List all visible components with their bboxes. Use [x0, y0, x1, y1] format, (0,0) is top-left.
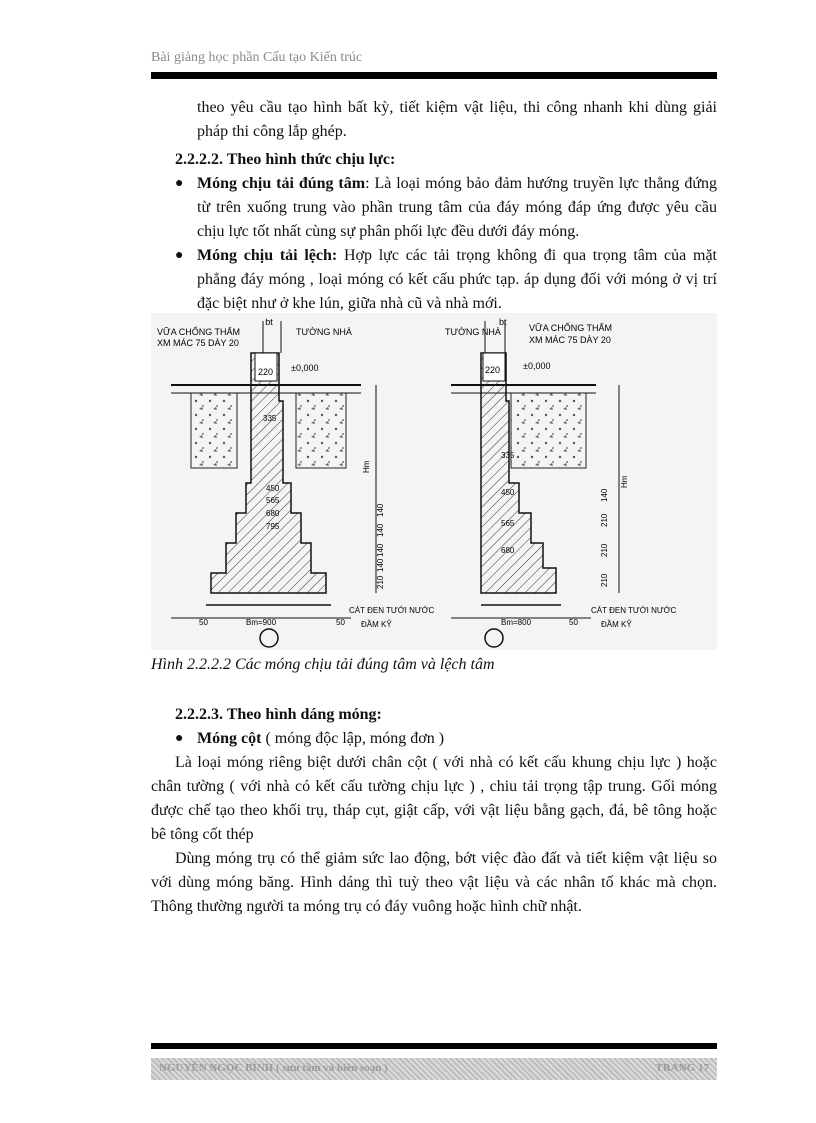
bullet-term: Móng chịu tải đúng tâm — [197, 175, 366, 192]
label-sand: CÁT ĐEN TƯỚI NƯỚC — [349, 606, 435, 615]
label-compact: ĐẦM KỸ — [601, 620, 632, 629]
paragraph: Dùng móng trụ có thể giảm sức lao động, bớt việc đào đất và tiết kiệm vật liệu so với dùng móng băng. Hình dáng thì tuỳ theo vật liệu và các nhân tố khác mà chọn. Thông thường người ta móng trụ có đáy vuông hoặc hình chữ nhật. — [151, 850, 717, 915]
bullet-text: Hợp lực các tải trọng không đi qua trọng tâm của mặt phẳng đáy móng , loại móng có kết cấu phức tạp. áp dụng đối với móng ở vị trí đặc biệt như ở khe lún, giữa nhà cũ và nhà mới. — [197, 247, 717, 312]
section-heading-2223: 2.2.2.3. Theo hình dáng móng: — [175, 706, 382, 723]
step-dim: 450 — [266, 484, 280, 493]
step-dim: 680 — [266, 509, 280, 518]
main-content — [151, 96, 717, 316]
bullet-term: Móng chịu tải lệch: — [197, 247, 338, 264]
foundation-figure — [151, 313, 717, 650]
bullet-icon: ● — [175, 731, 184, 746]
section-heading-2222: 2.2.2.2. Theo hình thức chịu lực: — [175, 151, 396, 168]
step-dim: 335 — [501, 451, 515, 460]
axis-marker — [485, 629, 503, 647]
label-compact: ĐẦM KỸ — [361, 620, 392, 629]
floor-slab-left — [191, 393, 237, 468]
level-mark: ±0,000 — [523, 361, 551, 371]
footer-author: NGUYỄN NGỌC BÌNH ( sưu tầm và biên soạn ) — [159, 1062, 388, 1074]
list-item — [175, 727, 717, 751]
step-dim: 565 — [501, 519, 515, 528]
bullet-text: ( móng độc lập, móng đơn ) — [261, 730, 445, 747]
offset-right: 50 — [336, 618, 345, 627]
vert-dim: 210 — [600, 573, 609, 587]
step-dim: 680 — [501, 546, 515, 555]
level-mark: ±0,000 — [291, 363, 319, 373]
dim-label: bt — [499, 317, 507, 327]
label-hm: Hm — [362, 460, 371, 473]
dim-wall: 220 — [485, 365, 501, 375]
vert-dim: 140 — [376, 523, 385, 537]
bullet-icon: ● — [175, 248, 184, 263]
floor-slab-right — [296, 393, 346, 468]
vert-dim: 140 — [600, 488, 609, 502]
vert-dim: 140 — [376, 503, 385, 517]
figure-caption: Hình 2.2.2.2 Các móng chịu tải đúng tâm và lệch tâm — [151, 656, 495, 673]
vert-dim: 210 — [600, 543, 609, 557]
label-mortar-spec: XM MÁC 75 DÀY 20 — [157, 338, 239, 348]
page-header-title: Bài giảng học phần Cấu tạo Kiến trúc — [151, 50, 363, 65]
label-mortar-spec: XM MÁC 75 DÀY 20 — [529, 335, 611, 345]
dim-label: bt — [265, 317, 273, 327]
dim-wall: 220 — [258, 367, 274, 377]
axis-marker — [260, 629, 278, 647]
bullet-text: : Là loại móng bảo đảm hướng truyền lực thẳng đứng từ trên xuống trung vào phần trung tâm của đáy móng đáp ứng được yêu cầu chịu lực tốt nhất cùng sự phân phối lực đều dưới đáy móng. — [197, 175, 717, 240]
intro-paragraph: theo yêu cầu tạo hình bất kỳ, tiết kiệm vật liệu, thi công nhanh khi dùng giải pháp thi công lắp ghép. — [197, 99, 717, 140]
bottom-dim: Bm=800 — [501, 618, 532, 627]
stepped-footing-right — [481, 353, 556, 593]
label-wall: TƯỜNG NHÀ — [445, 327, 501, 337]
offset-right: 50 — [569, 618, 578, 627]
vert-dim: 140 — [376, 543, 385, 557]
vert-dim: 210 — [600, 513, 609, 527]
vert-dim: 210 — [376, 575, 385, 589]
label-mortar: VỮA CHỐNG THẤM — [157, 327, 241, 337]
step-dim: 450 — [501, 488, 515, 497]
label-hm: Hm — [620, 475, 629, 488]
foundation-drawing — [151, 313, 717, 650]
offset-left: 50 — [199, 618, 208, 627]
vert-dim: 140 — [376, 558, 385, 572]
label-sand: CÁT ĐEN TƯỚI NƯỚC — [591, 606, 677, 615]
footer-rule — [151, 1043, 717, 1049]
bottom-dim: Bm=900 — [246, 618, 277, 627]
label-wall: TƯỜNG NHÀ — [296, 327, 352, 337]
eccentric-foundation — [445, 317, 677, 647]
list-item — [175, 172, 717, 244]
bullet-term: Móng cột — [197, 730, 262, 747]
floor-slab — [511, 393, 586, 468]
stepped-footing-left — [211, 353, 326, 593]
list-item — [175, 244, 717, 316]
page-number: TRANG 17 — [655, 1062, 709, 1074]
step-dim: 565 — [266, 496, 280, 505]
paragraph: Là loại móng riêng biệt dưới chân cột ( với nhà có kết cấu khung chịu lực ) hoặc chân tường ( với nhà có kết cấu tường chịu lực ) , chiu tải trọng tập trung. Gối móng được chế tạo theo khối trụ, tháp cụt, giật cấp, với vật liệu bằng gạch, đá, bê tông hoặc bê tông cốt thép — [151, 754, 717, 843]
bullet-icon: ● — [175, 176, 184, 191]
step-dim: 335 — [263, 414, 277, 423]
page-footer — [151, 1058, 717, 1080]
label-mortar: VỮA CHỐNG THẤM — [529, 323, 613, 333]
header-rule — [151, 72, 717, 79]
centered-foundation — [157, 317, 435, 647]
step-dim: 795 — [266, 522, 280, 531]
section-2223 — [151, 703, 717, 919]
